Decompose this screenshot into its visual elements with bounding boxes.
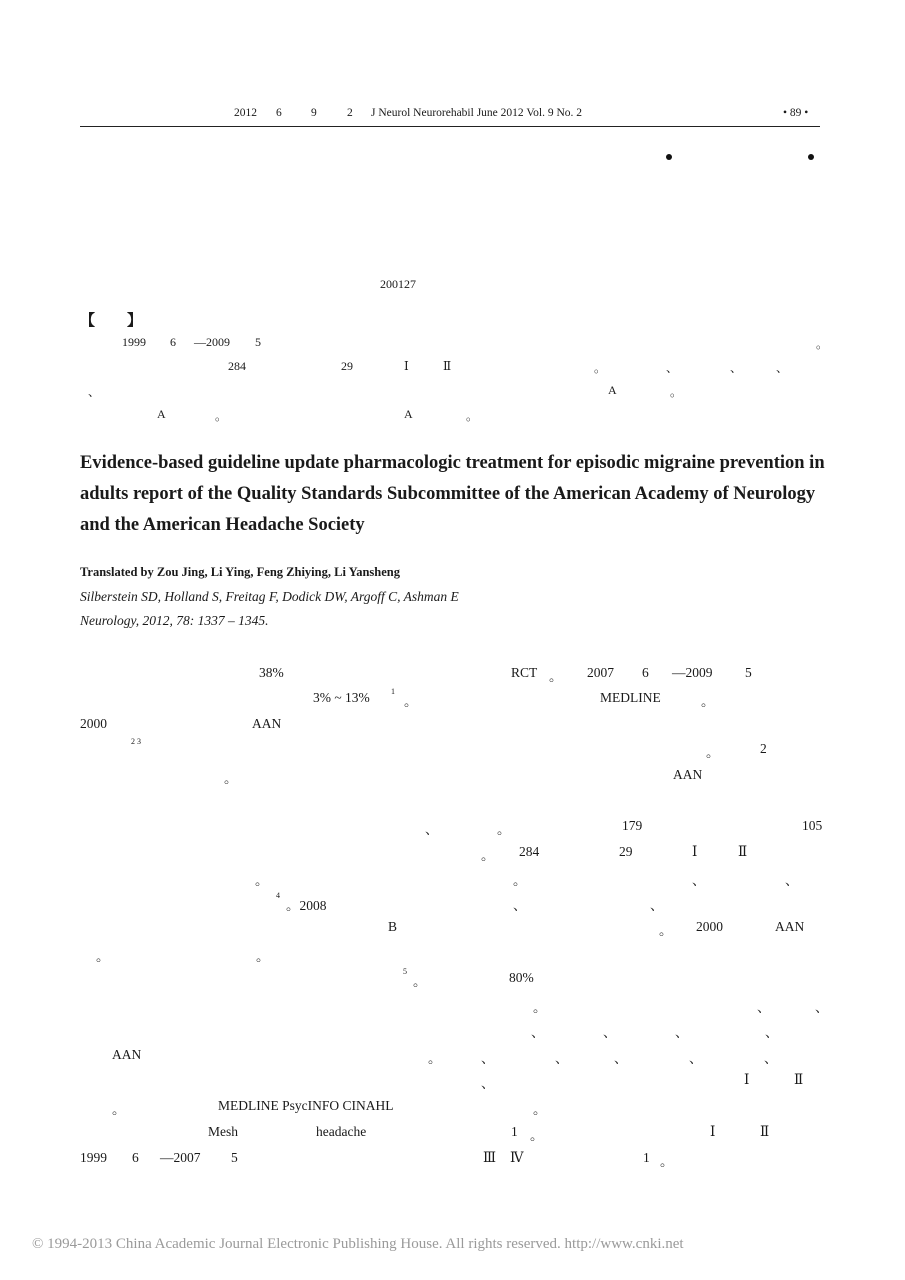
section-marker-left	[666, 154, 672, 160]
abstract-level-a: A	[404, 407, 413, 421]
body-text: 。	[513, 873, 527, 888]
body-text: headache	[316, 1124, 367, 1139]
body-text: 、	[692, 873, 706, 888]
body-text: B	[388, 919, 398, 934]
header-month: 6	[276, 107, 282, 119]
body-text: Ⅰ	[744, 1072, 750, 1087]
body-text: 2000	[696, 919, 723, 934]
abstract-level-a: A	[157, 407, 166, 421]
body-text: 。	[224, 771, 238, 786]
body-text: 、	[603, 1025, 617, 1040]
citation-ref: 4	[276, 891, 280, 900]
body-text: 。	[533, 1000, 547, 1015]
affiliation-postcode: 200127	[380, 277, 416, 291]
body-text: Ⅱ	[760, 1124, 770, 1139]
body-text: 1	[511, 1124, 518, 1139]
abstract-bracket-open: 【	[80, 313, 96, 329]
original-authors: Silberstein SD, Holland S, Freitag F, Dodick DW, Argoff C, Ashman E	[80, 589, 459, 604]
body-text: 。	[659, 923, 673, 938]
body-text: 。2008	[286, 898, 327, 913]
body-text: 、	[425, 822, 439, 837]
abstract-mark: 。	[594, 361, 607, 375]
body-text: Ⅳ	[510, 1150, 524, 1165]
abstract-comma: 、	[88, 385, 101, 399]
body-text: 29	[619, 844, 633, 859]
abstract-comma: 、	[666, 361, 679, 375]
abstract-month-start: 6	[170, 335, 176, 349]
abstract-count-classified: 29	[341, 359, 353, 373]
translators-line: Translated by Zou Jing, Li Ying, Feng Zhiying, Li Yansheng	[80, 565, 400, 579]
body-text: 、	[555, 1051, 569, 1066]
body-text: MEDLINE	[600, 690, 661, 705]
body-text: 。	[497, 822, 511, 837]
abstract-mark: 。	[816, 337, 829, 351]
body-text: 、	[531, 1025, 545, 1040]
body-text: 1	[643, 1150, 650, 1165]
header-issue: 2	[347, 107, 353, 119]
body-text: 2	[760, 741, 767, 756]
abstract-month-end: 5	[255, 335, 261, 349]
citation-ref: 2 3	[131, 737, 141, 746]
abstract-bracket-close: 】	[127, 313, 143, 329]
body-text: 、	[764, 1051, 778, 1066]
source-citation: Neurology, 2012, 78: 1337 – 1345.	[80, 613, 269, 628]
abstract-comma: 、	[730, 361, 743, 375]
body-text: 、	[785, 873, 799, 888]
body-text: 6	[642, 665, 649, 680]
body-text: 179	[622, 818, 643, 833]
body-text: 、	[757, 1000, 771, 1015]
body-text: 、	[675, 1025, 689, 1040]
body-text: AAN	[775, 919, 805, 934]
body-text: AAN	[252, 716, 282, 731]
body-text: 、	[765, 1025, 779, 1040]
body-text: 。	[255, 873, 269, 888]
body-text: Ⅱ	[738, 844, 748, 859]
body-text: 。	[413, 974, 427, 989]
header-rule	[80, 126, 820, 127]
body-text: 。	[706, 745, 720, 760]
section-marker-right	[808, 154, 814, 160]
body-text: 。	[428, 1051, 442, 1066]
abstract-count-articles: 284	[228, 359, 246, 373]
abstract-level-a: A	[608, 383, 617, 397]
body-text: 5	[231, 1150, 238, 1165]
body-text: 。	[96, 949, 110, 964]
english-title: Evidence-based guideline update pharmacologic treatment for episodic migraine prevention in adults report of the Quality Standards Subcommittee of the American Academy of Neurology and the American Headache Society	[80, 453, 825, 535]
body-text: 、	[513, 898, 527, 913]
body-text: Ⅰ	[710, 1124, 716, 1139]
body-text: —2009	[672, 665, 713, 680]
citation-ref: 1	[391, 687, 395, 696]
copyright-footer: © 1994-2013 China Academic Journal Electronic Publishing House. All rights reserved. http://www.cnki.net	[32, 1236, 684, 1252]
abstract-comma: 、	[776, 361, 789, 375]
body-text: Mesh	[208, 1124, 238, 1139]
body-text: 3% ~ 13%	[313, 690, 370, 705]
body-text: —2007	[160, 1150, 201, 1165]
body-text: 5	[745, 665, 752, 680]
body-text: 。	[549, 669, 563, 684]
body-text: 、	[481, 1076, 495, 1091]
body-text: Ⅲ	[483, 1150, 497, 1165]
body-text: 80%	[509, 970, 534, 985]
body-text: 。	[112, 1102, 126, 1117]
body-text: 105	[802, 818, 823, 833]
header-year: 2012	[234, 107, 257, 119]
abstract-year-start: 1999	[122, 335, 146, 349]
body-text: Ⅱ	[794, 1072, 804, 1087]
abstract-class-1: Ⅰ	[404, 359, 409, 373]
body-text: 2007	[587, 665, 614, 680]
body-text: 。	[530, 1128, 544, 1143]
body-text: 。	[404, 694, 418, 709]
body-text: 、	[689, 1051, 703, 1066]
header-volume: 9	[311, 107, 317, 119]
body-text: 。	[533, 1102, 547, 1117]
header-journal: J Neurol Neurorehabil June 2012 Vol. 9 No. 2	[371, 107, 583, 119]
abstract-mark: 。	[466, 409, 479, 423]
body-text: 2000	[80, 716, 107, 731]
body-text: 。	[660, 1154, 674, 1169]
body-text: 38%	[259, 665, 284, 680]
body-text: 。	[701, 694, 715, 709]
body-text: AAN	[673, 767, 703, 782]
abstract-range-end: —2009	[194, 335, 230, 349]
page-number: • 89 •	[783, 107, 809, 119]
abstract-mark: 。	[670, 385, 683, 399]
body-text: 。	[256, 949, 270, 964]
body-text: AAN	[112, 1047, 142, 1062]
body-text: 6	[132, 1150, 139, 1165]
body-text: 、	[481, 1051, 495, 1066]
body-text: 1999	[80, 1150, 107, 1165]
body-text: Ⅰ	[692, 844, 698, 859]
body-text: 。	[481, 848, 495, 863]
body-text: 284	[519, 844, 540, 859]
citation-ref: 5	[403, 967, 407, 976]
abstract-class-2: Ⅱ	[443, 359, 452, 373]
abstract-mark: 。	[215, 409, 228, 423]
body-text: 、	[650, 898, 664, 913]
body-text: 、	[815, 1000, 829, 1015]
body-text: RCT	[511, 665, 538, 680]
body-text: MEDLINE PsycINFO CINAHL	[218, 1098, 394, 1113]
body-text: 、	[614, 1051, 628, 1066]
